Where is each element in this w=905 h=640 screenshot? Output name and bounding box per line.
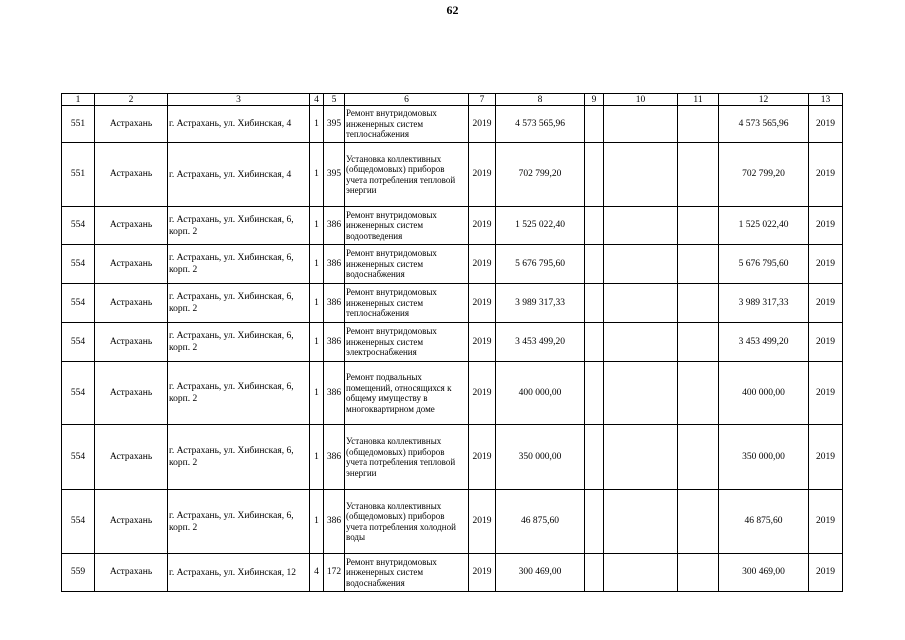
year-cell: 2019 xyxy=(469,554,496,592)
table-row xyxy=(62,490,843,554)
col11-cell xyxy=(678,143,719,207)
year-cell: 2019 xyxy=(469,323,496,362)
address-cell: г. Астрахань, ул. Хибинская, 6, корп. 2 xyxy=(168,490,310,554)
col10-cell xyxy=(604,323,678,362)
col9-cell xyxy=(585,106,604,143)
col5-cell: 386 xyxy=(324,245,345,284)
col9-cell xyxy=(585,284,604,323)
col9-cell xyxy=(585,554,604,592)
cost-cell: 3 989 317,33 xyxy=(496,284,585,323)
col11-cell xyxy=(678,554,719,592)
table-row xyxy=(62,425,843,490)
col5-cell: 386 xyxy=(324,207,345,245)
city-cell: Астрахань xyxy=(95,362,168,425)
row-number: 554 xyxy=(62,323,95,362)
col4-cell: 1 xyxy=(310,207,324,245)
work-type-cell: Установка коллективных (общедомовых) приборов учета потребления холодной воды xyxy=(345,490,469,554)
col10-cell xyxy=(604,143,678,207)
col4-cell: 4 xyxy=(310,554,324,592)
col9-cell xyxy=(585,245,604,284)
cost-cell: 702 799,20 xyxy=(496,143,585,207)
row-number: 554 xyxy=(62,284,95,323)
col5-cell: 172 xyxy=(324,554,345,592)
col5-cell: 395 xyxy=(324,106,345,143)
col10-cell xyxy=(604,362,678,425)
total-cell: 3 453 499,20 xyxy=(719,323,809,362)
end-year-cell: 2019 xyxy=(809,362,843,425)
column-header: 5 xyxy=(324,94,345,106)
col10-cell xyxy=(604,284,678,323)
end-year-cell: 2019 xyxy=(809,323,843,362)
col4-cell: 1 xyxy=(310,490,324,554)
table-row xyxy=(62,284,843,323)
col5-cell: 386 xyxy=(324,425,345,490)
col4-cell: 1 xyxy=(310,323,324,362)
row-number: 554 xyxy=(62,425,95,490)
end-year-cell: 2019 xyxy=(809,284,843,323)
row-number: 554 xyxy=(62,207,95,245)
city-cell: Астрахань xyxy=(95,554,168,592)
total-cell: 3 989 317,33 xyxy=(719,284,809,323)
col11-cell xyxy=(678,245,719,284)
col4-cell: 1 xyxy=(310,362,324,425)
work-type-cell: Ремонт внутридомовых инженерных систем теплоснабжения xyxy=(345,284,469,323)
table-row xyxy=(62,106,843,143)
end-year-cell: 2019 xyxy=(809,207,843,245)
address-cell: г. Астрахань, ул. Хибинская, 6, корп. 2 xyxy=(168,245,310,284)
col4-cell: 1 xyxy=(310,143,324,207)
column-header: 8 xyxy=(496,94,585,106)
col5-cell: 386 xyxy=(324,490,345,554)
col10-cell xyxy=(604,245,678,284)
cost-cell: 3 453 499,20 xyxy=(496,323,585,362)
col10-cell xyxy=(604,554,678,592)
col9-cell xyxy=(585,362,604,425)
column-header: 3 xyxy=(168,94,310,106)
cost-cell: 5 676 795,60 xyxy=(496,245,585,284)
year-cell: 2019 xyxy=(469,143,496,207)
work-type-cell: Ремонт внутридомовых инженерных систем электроснабжения xyxy=(345,323,469,362)
work-type-cell: Ремонт подвальных помещений, относящихся к общему имуществу в многоквартирном доме xyxy=(345,362,469,425)
work-type-cell: Ремонт внутридомовых инженерных систем водоотведения xyxy=(345,207,469,245)
total-cell: 1 525 022,40 xyxy=(719,207,809,245)
column-header: 11 xyxy=(678,94,719,106)
capital-repair-table xyxy=(61,93,843,592)
col11-cell xyxy=(678,106,719,143)
year-cell: 2019 xyxy=(469,207,496,245)
year-cell: 2019 xyxy=(469,362,496,425)
column-header: 2 xyxy=(95,94,168,106)
column-header: 1 xyxy=(62,94,95,106)
column-header: 12 xyxy=(719,94,809,106)
year-cell: 2019 xyxy=(469,425,496,490)
work-type-cell: Ремонт внутридомовых инженерных систем водоснабжения xyxy=(345,245,469,284)
address-cell: г. Астрахань, ул. Хибинская, 12 xyxy=(168,554,310,592)
row-number: 554 xyxy=(62,362,95,425)
row-number: 551 xyxy=(62,106,95,143)
cost-cell: 1 525 022,40 xyxy=(496,207,585,245)
col11-cell xyxy=(678,425,719,490)
total-cell: 4 573 565,96 xyxy=(719,106,809,143)
cost-cell: 350 000,00 xyxy=(496,425,585,490)
end-year-cell: 2019 xyxy=(809,245,843,284)
work-type-cell: Ремонт внутридомовых инженерных систем водоснабжения xyxy=(345,554,469,592)
total-cell: 400 000,00 xyxy=(719,362,809,425)
end-year-cell: 2019 xyxy=(809,143,843,207)
cost-cell: 400 000,00 xyxy=(496,362,585,425)
address-cell: г. Астрахань, ул. Хибинская, 6, корп. 2 xyxy=(168,207,310,245)
col11-cell xyxy=(678,284,719,323)
table-row xyxy=(62,245,843,284)
end-year-cell: 2019 xyxy=(809,106,843,143)
row-number: 551 xyxy=(62,143,95,207)
col9-cell xyxy=(585,425,604,490)
row-number: 559 xyxy=(62,554,95,592)
address-cell: г. Астрахань, ул. Хибинская, 4 xyxy=(168,106,310,143)
col5-cell: 386 xyxy=(324,362,345,425)
col11-cell xyxy=(678,323,719,362)
end-year-cell: 2019 xyxy=(809,554,843,592)
work-type-cell: Ремонт внутридомовых инженерных систем теплоснабжения xyxy=(345,106,469,143)
column-header: 13 xyxy=(809,94,843,106)
col11-cell xyxy=(678,207,719,245)
col5-cell: 386 xyxy=(324,284,345,323)
table-row xyxy=(62,362,843,425)
total-cell: 702 799,20 xyxy=(719,143,809,207)
address-cell: г. Астрахань, ул. Хибинская, 6, корп. 2 xyxy=(168,284,310,323)
city-cell: Астрахань xyxy=(95,245,168,284)
year-cell: 2019 xyxy=(469,245,496,284)
col9-cell xyxy=(585,207,604,245)
work-type-cell: Установка коллективных (общедомовых) приборов учета потребления тепловой энергии xyxy=(345,425,469,490)
total-cell: 5 676 795,60 xyxy=(719,245,809,284)
col10-cell xyxy=(604,106,678,143)
address-cell: г. Астрахань, ул. Хибинская, 4 xyxy=(168,143,310,207)
col11-cell xyxy=(678,362,719,425)
cost-cell: 300 469,00 xyxy=(496,554,585,592)
total-cell: 46 875,60 xyxy=(719,490,809,554)
city-cell: Астрахань xyxy=(95,207,168,245)
col5-cell: 386 xyxy=(324,323,345,362)
col9-cell xyxy=(585,323,604,362)
col10-cell xyxy=(604,490,678,554)
col5-cell: 395 xyxy=(324,143,345,207)
row-number: 554 xyxy=(62,245,95,284)
total-cell: 350 000,00 xyxy=(719,425,809,490)
table-row xyxy=(62,207,843,245)
city-cell: Астрахань xyxy=(95,143,168,207)
address-cell: г. Астрахань, ул. Хибинская, 6, корп. 2 xyxy=(168,425,310,490)
cost-cell: 4 573 565,96 xyxy=(496,106,585,143)
city-cell: Астрахань xyxy=(95,490,168,554)
table-row xyxy=(62,554,843,592)
col4-cell: 1 xyxy=(310,245,324,284)
end-year-cell: 2019 xyxy=(809,425,843,490)
row-number: 554 xyxy=(62,490,95,554)
col4-cell: 1 xyxy=(310,284,324,323)
col4-cell: 1 xyxy=(310,425,324,490)
col10-cell xyxy=(604,425,678,490)
column-number-row xyxy=(62,94,843,106)
col11-cell xyxy=(678,490,719,554)
total-cell: 300 469,00 xyxy=(719,554,809,592)
address-cell: г. Астрахань, ул. Хибинская, 6, корп. 2 xyxy=(168,323,310,362)
col9-cell xyxy=(585,490,604,554)
table-body xyxy=(62,106,843,592)
year-cell: 2019 xyxy=(469,106,496,143)
column-header: 9 xyxy=(585,94,604,106)
year-cell: 2019 xyxy=(469,490,496,554)
end-year-cell: 2019 xyxy=(809,490,843,554)
table-row xyxy=(62,143,843,207)
cost-cell: 46 875,60 xyxy=(496,490,585,554)
column-header: 7 xyxy=(469,94,496,106)
page-number: 62 xyxy=(446,3,459,17)
table-row xyxy=(62,323,843,362)
col9-cell xyxy=(585,143,604,207)
city-cell: Астрахань xyxy=(95,323,168,362)
city-cell: Астрахань xyxy=(95,284,168,323)
address-cell: г. Астрахань, ул. Хибинская, 6, корп. 2 xyxy=(168,362,310,425)
column-header: 4 xyxy=(310,94,324,106)
year-cell: 2019 xyxy=(469,284,496,323)
column-header: 6 xyxy=(345,94,469,106)
city-cell: Астрахань xyxy=(95,106,168,143)
col4-cell: 1 xyxy=(310,106,324,143)
work-type-cell: Установка коллективных (общедомовых) приборов учета потребления тепловой энергии xyxy=(345,143,469,207)
col10-cell xyxy=(604,207,678,245)
city-cell: Астрахань xyxy=(95,425,168,490)
column-header: 10 xyxy=(604,94,678,106)
